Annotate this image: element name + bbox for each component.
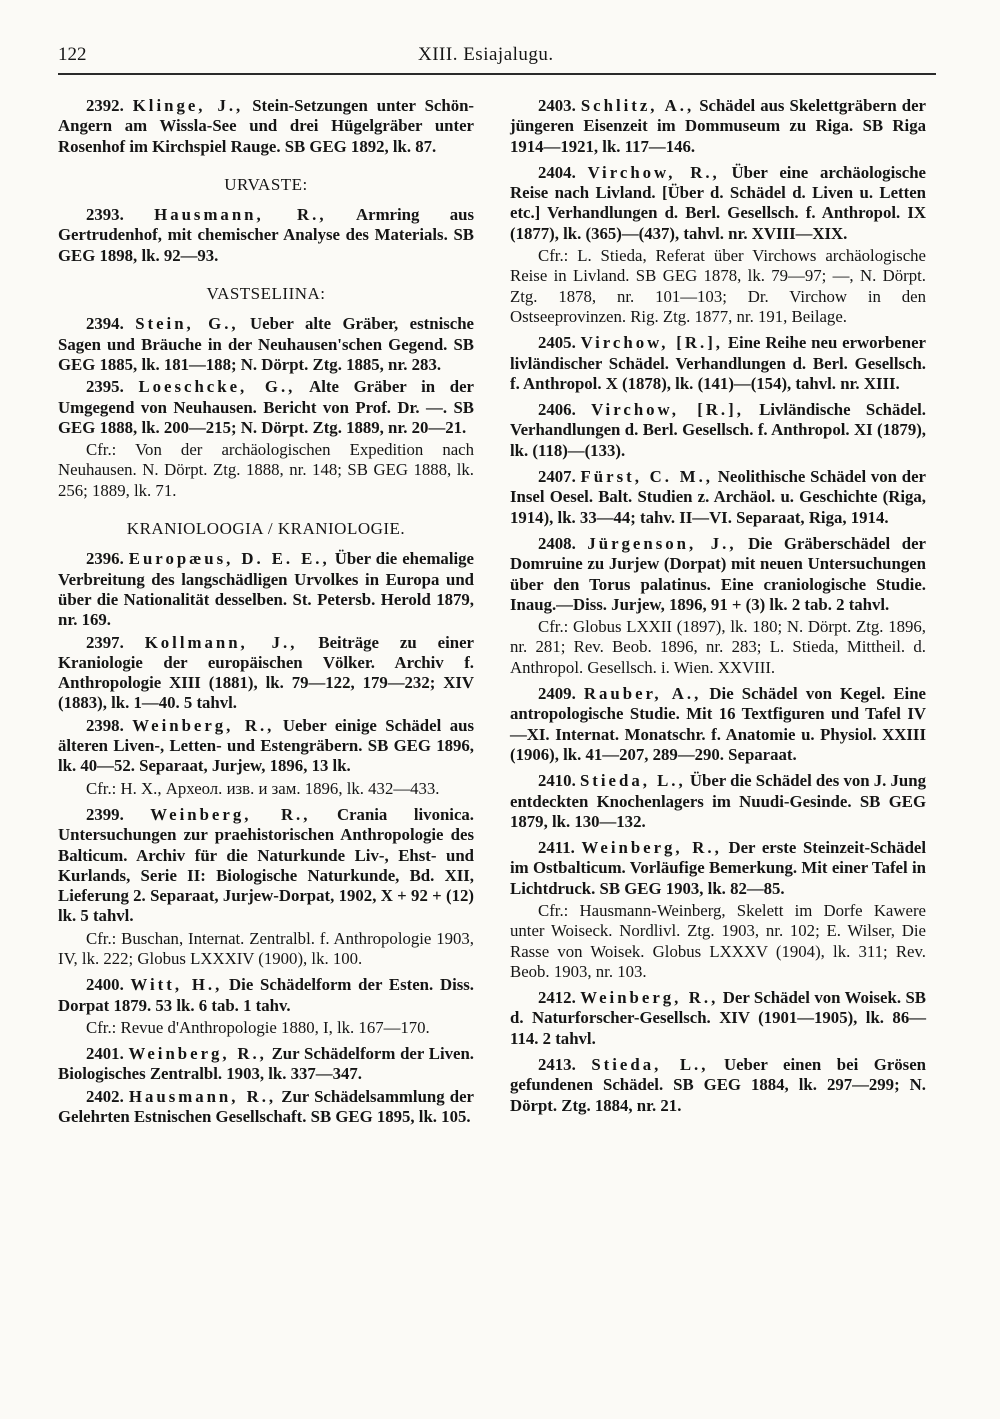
entry-number: 2413. bbox=[538, 1055, 576, 1075]
entry-author: Weinberg, R., bbox=[581, 838, 722, 858]
entry-text: Armring aus Gertrudenhof, mit chemischer Analyse des Materials. SB GEG 1898, lk. 92—93. bbox=[58, 205, 474, 265]
entry-author: Virchow, [R.], bbox=[591, 400, 744, 420]
right-column bbox=[510, 96, 926, 1118]
bib-entry-2394 bbox=[58, 314, 474, 375]
entry-text: Über die ehemalige Verbreitung des langschädligen Urvolkes in Europa und über die Nationalität desselben. St. Petersb. Herold 1879, nr. 169. bbox=[58, 549, 474, 630]
entry-author: Loeschcke, G., bbox=[138, 377, 296, 397]
bib-entry-2404 bbox=[510, 163, 926, 244]
bib-entry-2405 bbox=[510, 333, 926, 394]
entry-number: 2409. bbox=[538, 684, 576, 704]
bib-entry-2401 bbox=[58, 1044, 474, 1085]
cfr-note-2404: Cfr.: L. Stieda, Referat über Virchows archäologische Reise in Livland. SB GEG 1878, lk. 79—97; —, N. Dörpt. Ztg. 1878, nr. 101—103; Dr. Virchow in den Ostseeprovinzen. Rig. Ztg. 1877, nr. 191, Beilage. bbox=[510, 246, 926, 326]
entry-author: Virchow, R., bbox=[587, 162, 720, 182]
entry-number: 2406. bbox=[538, 400, 576, 420]
entry-number: 2402. bbox=[86, 1086, 124, 1106]
cfr-note-2395: Cfr.: Von der archäologischen Expedition nach Neuhausen. N. Dörpt. Ztg. 1888, nr. 148; SB GEG 1888, lk. 256; 1889, lk. 71. bbox=[58, 440, 474, 500]
bib-entry-2398 bbox=[58, 716, 474, 777]
entry-text: Alte Gräber in der Umgegend von Neuhausen. Bericht von Prof. Dr. —. SB GEG 1888, lk. 200—215; N. Dörpt. Ztg. 1889, nr. 20—21. bbox=[58, 377, 474, 437]
bib-entry-2397 bbox=[58, 633, 474, 714]
entry-text: Der erste Steinzeit-Schädel im Ostbalticum. Vorläufige Bemerkung. Mit einer Tafel in Lichtdruck. SB GEG 1903, lk. 82—85. bbox=[510, 838, 927, 898]
entry-author: Weinberg, R., bbox=[132, 715, 275, 735]
entry-text: Ueber einige Schädel aus älteren Liven-, Letten- und Estengräbern. SB GEG 1896, lk. 40—52. Separaat, Jurjew, 1896, 13 lk. bbox=[58, 715, 474, 776]
section-heading-vastseliina: VASTSELIINA: bbox=[206, 284, 326, 304]
page-number: 122 bbox=[58, 44, 87, 65]
entry-author: Kollmann, J., bbox=[144, 632, 298, 652]
bib-entry-2400 bbox=[58, 975, 474, 1016]
entry-text: Beiträge zu einer Kraniologie der europäischen Völker. Archiv f. Anthropologie XIII (1881), lk. 79—122, 179—232; XIV (1883), lk. 1—40. 5 tahvl. bbox=[58, 632, 474, 713]
entry-text: Eine Reihe neu erworbener livländischer Schädel. Verhandlungen d. Berl. Gesellsch. f. Anthropol. X (1878), lk. (141)—(154), tahvl. nr. XIII. bbox=[510, 333, 926, 393]
entry-author: Weinberg, R., bbox=[128, 1044, 267, 1064]
entry-text: Stein-Setzungen unter Schön-Angern am Wissla-See und drei Hügelgräber unter Rosenhof im Kirchspiel Rauge. SB GEG 1892, lk. 87. bbox=[58, 96, 474, 156]
entry-number: 2399. bbox=[86, 804, 124, 824]
entry-author: Witt, H., bbox=[130, 975, 223, 995]
entry-number: 2407. bbox=[538, 467, 576, 487]
entry-author: Weinberg, R., bbox=[150, 804, 311, 824]
bib-entry-2403 bbox=[510, 96, 926, 157]
entry-author: Jürgenson, J., bbox=[587, 533, 737, 553]
entry-text: Zur Schädelsammlung der Gelehrten Estnischen Gesellschaft. SB GEG 1895, lk. 105. bbox=[58, 1086, 474, 1127]
cfr-note-2408: Cfr.: Globus LXXII (1897), lk. 180; N. Dörpt. Ztg. 1896, nr. 281; Rev. Beob. 1896, nr. 283; L. Stieda, Mittheil. d. Anthropol. Gesellsch. i. Wien. XXVIII. bbox=[510, 617, 926, 677]
bib-entry-2406 bbox=[510, 400, 926, 461]
entry-author: Stieda, L., bbox=[579, 771, 686, 791]
entry-author: Stieda, L., bbox=[591, 1055, 709, 1075]
section-heading-kranioloogia: KRANIOLOOGIA / KRANIOLOGIE. bbox=[126, 519, 406, 539]
cfr-note-2399: Cfr.: Buschan, Internat. Zentralbl. f. Anthropologie 1903, IV, lk. 222; Globus LXXXIV (1900), lk. 100. bbox=[58, 928, 474, 968]
entry-number: 2412. bbox=[538, 988, 576, 1008]
entry-number: 2410. bbox=[538, 771, 576, 791]
entry-number: 2408. bbox=[538, 533, 576, 553]
entry-author: Stein, G., bbox=[135, 314, 239, 334]
bib-entry-2413 bbox=[510, 1055, 926, 1116]
entry-author: Schlitz, A., bbox=[580, 96, 695, 115]
entry-text: Die Gräberschädel der Domruine zu Jurjew (Dorpat) mit neuen Untersuchungen über den Torus palatinus. Eine craniologische Studie. Inaug.—Diss. Jurjew, 1896, 91 + (3) lk. 2 tab. 2 tahvl. bbox=[510, 533, 926, 614]
entry-number: 2405. bbox=[538, 333, 576, 353]
bib-entry-2410 bbox=[510, 771, 926, 832]
entry-text: Ueber einen bei Grösen gefundenen Schädel. SB GEG 1884, lk. 297—299; N. Dörpt. Ztg. 1884, nr. 21. bbox=[510, 1055, 926, 1115]
entry-text: Die Schädel von Kegel. Eine antropologische Studie. Mit 16 Textfiguren und Tafel IV—XI. Internat. Monatschr. f. Anatomie u. Physiol. XXIII (1906), lk. 41—207, 289—290. Separaat. bbox=[510, 684, 926, 764]
entry-text: Neolithische Schädel von der Insel Oesel. Balt. Studien z. Archäol. u. Geschichte (Riga, 1914), lk. 33—44; tahv. II—VI. Separaat, Riga, 1914. bbox=[510, 467, 926, 527]
entry-text: Crania livonica. Untersuchungen zur praehistorischen Anthropologie des Balticum. Archiv für die Naturkunde Liv-, Ehst- und Kurlands, Serie II: Biologische Naturkunde, Bd. XII, Lieferung 2. Separaat, Jurjew-Dorpat, 1902, X + 92 + (12) lk. 5 tahvl. bbox=[58, 804, 474, 926]
left-column bbox=[58, 96, 474, 1129]
entry-text: Schädel aus Skelettgräbern der jüngeren Eisenzeit im Dommuseum zu Riga. SB Riga 1914—1921, lk. 117—146. bbox=[510, 96, 926, 156]
entry-number: 2403. bbox=[538, 96, 576, 115]
bib-entry-2411 bbox=[510, 838, 926, 899]
entry-number: 2393. bbox=[86, 205, 124, 225]
entry-text: Über eine archäologische Reise nach Livland. [Über d. Schädel d. Liven u. Letten etc.] Verhandlungen d. Berl. Gesellsch. f. Anthropol. IX (1877), lk. (365)—(437), tahvl. nr. XVIII—XIX. bbox=[510, 162, 926, 243]
entry-number: 2411. bbox=[538, 838, 575, 858]
bib-entry-2395 bbox=[58, 377, 474, 438]
entry-author: Hausmann, R., bbox=[128, 1086, 277, 1106]
entry-text: Livländische Schädel. Verhandlungen d. Berl. Gesellsch. f. Anthropol. XI (1879), lk. (118)—(133). bbox=[510, 400, 927, 460]
bib-entry-2412 bbox=[510, 988, 926, 1049]
bib-entry-2393 bbox=[58, 205, 474, 266]
entry-text: Die Schädelform der Esten. Diss. Dorpat 1879. 53 lk. 6 tab. 1 tahv. bbox=[58, 975, 474, 1015]
entry-author: Europæus, D. E. E., bbox=[128, 549, 330, 569]
entry-text: Der Schädel von Woisek. SB d. Naturforscher-Gesellsch. XIV (1901—1905), lk. 86—114. 2 tahvl. bbox=[510, 988, 926, 1048]
entry-number: 2404. bbox=[538, 162, 576, 182]
entry-number: 2392. bbox=[86, 96, 124, 115]
entry-number: 2398. bbox=[86, 715, 124, 735]
entry-number: 2401. bbox=[86, 1044, 124, 1064]
bib-entry-2408 bbox=[510, 534, 926, 615]
bib-entry-2399 bbox=[58, 805, 474, 927]
entry-author: Fürst, C. M., bbox=[580, 467, 713, 487]
bib-entry-2407 bbox=[510, 467, 926, 528]
running-title: XIII. Esiajalugu. bbox=[418, 44, 554, 65]
entry-text: Über die Schädel des von J. Jung entdeckten Knochenlagers im Nuudi-Gesinde. SB GEG 1879, lk. 130—132. bbox=[510, 771, 926, 831]
page-header bbox=[58, 44, 948, 74]
entry-number: 2400. bbox=[86, 975, 124, 995]
entry-text: Ueber alte Gräber, estnische Sagen und Bräuche in der Neuhausen'schen Gegend. SB GEG 1885, lk. 181—188; N. Dörpt. Ztg. 1885, nr. 283. bbox=[58, 314, 474, 374]
bib-entry-2402 bbox=[58, 1087, 474, 1128]
bib-entry-2392 bbox=[58, 96, 474, 157]
entry-author: Klinge, J., bbox=[132, 96, 244, 115]
section-heading-urvaste: URVASTE: bbox=[224, 174, 308, 194]
entry-text: Zur Schädelform der Liven. Biologisches Zentralbl. 1903, lk. 337—347. bbox=[58, 1044, 474, 1084]
cfr-note-2400: Cfr.: Revue d'Anthropologie 1880, I, lk. 167—170. bbox=[86, 1017, 430, 1037]
bib-entry-2396 bbox=[58, 549, 474, 630]
cfr-note-2398: Cfr.: H. X., Археол. изв. и зам. 1896, lk. 432—433. bbox=[86, 778, 440, 798]
entry-number: 2394. bbox=[86, 314, 124, 334]
entry-author: Virchow, [R.], bbox=[580, 333, 723, 353]
cfr-note-2411: Cfr.: Hausmann-Weinberg, Skelett im Dorfe Kawere unter Woiseck. Nordlivl. Ztg. 1903, nr. 102; E. Wilser, Die Rasse von Woisek. Globus LXXXV (1904), lk. 311; Rev. Beob. 1903, nr. 103. bbox=[510, 900, 926, 981]
header-rule bbox=[58, 73, 936, 75]
entry-author: Rauber, A., bbox=[583, 684, 702, 704]
bib-entry-2409 bbox=[510, 684, 926, 765]
entry-author: Weinberg, R., bbox=[580, 988, 719, 1008]
entry-number: 2396. bbox=[86, 549, 124, 569]
entry-author: Hausmann, R., bbox=[154, 205, 327, 225]
entry-number: 2397. bbox=[86, 632, 124, 652]
entry-number: 2395. bbox=[86, 377, 124, 397]
